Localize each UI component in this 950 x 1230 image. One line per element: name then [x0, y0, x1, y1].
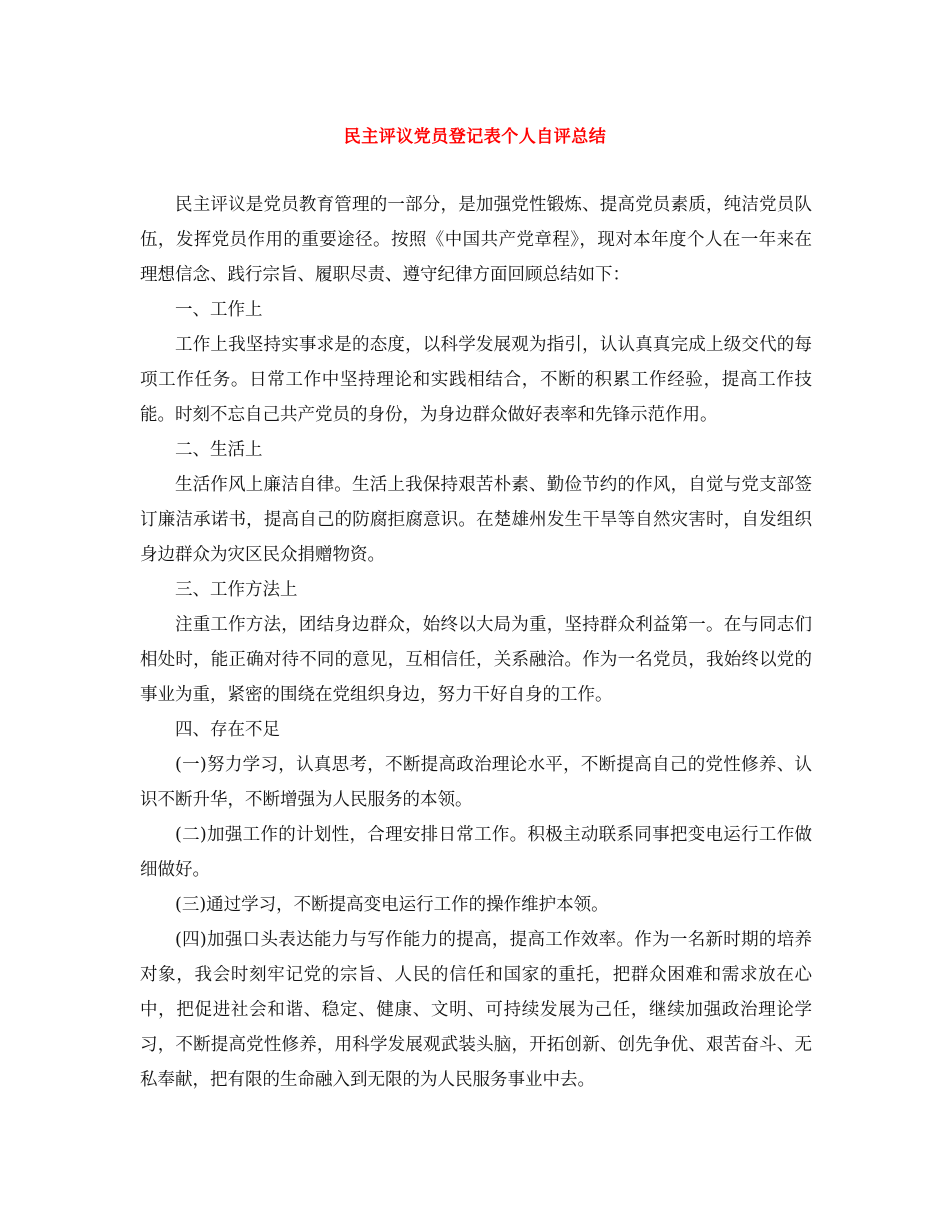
section-body-method: 注重工作方法，团结身边群众，始终以大局为重，坚持群众利益第一。在与同志们相处时，能正确对待不同的意见，互相信任，关系融洽。作为一名党员，我始终以党的事业为重，紧密的围绕在党组织身边，努力干好自身的工作。	[140, 615, 812, 705]
section-body-life: 生活作风上廉洁自律。生活上我保持艰苦朴素、勤俭节约的作风，自觉与党支部签订廉洁承诺书，提高自己的防腐拒腐意识。在楚雄州发生干旱等自然灾害时，自发组织身边群众为灾区民众捐赠物资。	[140, 475, 812, 565]
intro-paragraph: 民主评议是党员教育管理的一部分，是加强党性锻炼、提高党员素质，纯洁党员队伍，发挥党员作用的重要途径。按照《中国共产党章程》，现对本年度个人在一年来在理想信念、践行宗旨、履职尽责、遵守纪律方面回顾总结如下：	[140, 195, 812, 285]
shortcoming-item-2: (二)加强工作的计划性，合理安排日常工作。积极主动联系同事把变电运行工作做细做好。	[140, 825, 812, 880]
document-title: 民主评议党员登记表个人自评总结	[343, 127, 607, 147]
section-heading-life: 二、生活上	[175, 440, 263, 460]
document-body	[140, 188, 812, 1098]
section-body-work: 工作上我坚持实事求是的态度，以科学发展观为指引，认认真真完成上级交代的每项工作任务。日常工作中坚持理论和实践相结合，不断的积累工作经验，提高工作技能。时刻不忘自己共产党员的身份，为身边群众做好表率和先锋示范作用。	[140, 335, 812, 425]
section-heading-method: 三、工作方法上	[175, 580, 298, 600]
shortcoming-item-4: (四)加强口头表达能力与写作能力的提高，提高工作效率。作为一名新时期的培养对象，我会时刻牢记党的宗旨、人民的信任和国家的重托，把群众困难和需求放在心中，把促进社会和谐、稳定、健康、文明、可持续发展为己任，继续加强政治理论学习，不断提高党性修养，用科学发展观武装头脑，开拓创新、创先争优、艰苦奋斗、无私奉献，把有限的生命融入到无限的为人民服务事业中去。	[140, 930, 812, 1090]
shortcoming-item-3: (三)通过学习，不断提高变电运行工作的操作维护本领。	[175, 895, 609, 915]
section-heading-work: 一、工作上	[175, 300, 263, 320]
shortcoming-item-1: (一)努力学习，认真思考，不断提高政治理论水平，不断提高自己的党性修养、认识不断升华，不断增强为人民服务的本领。	[140, 755, 812, 810]
section-heading-shortcomings: 四、存在不足	[175, 720, 280, 740]
